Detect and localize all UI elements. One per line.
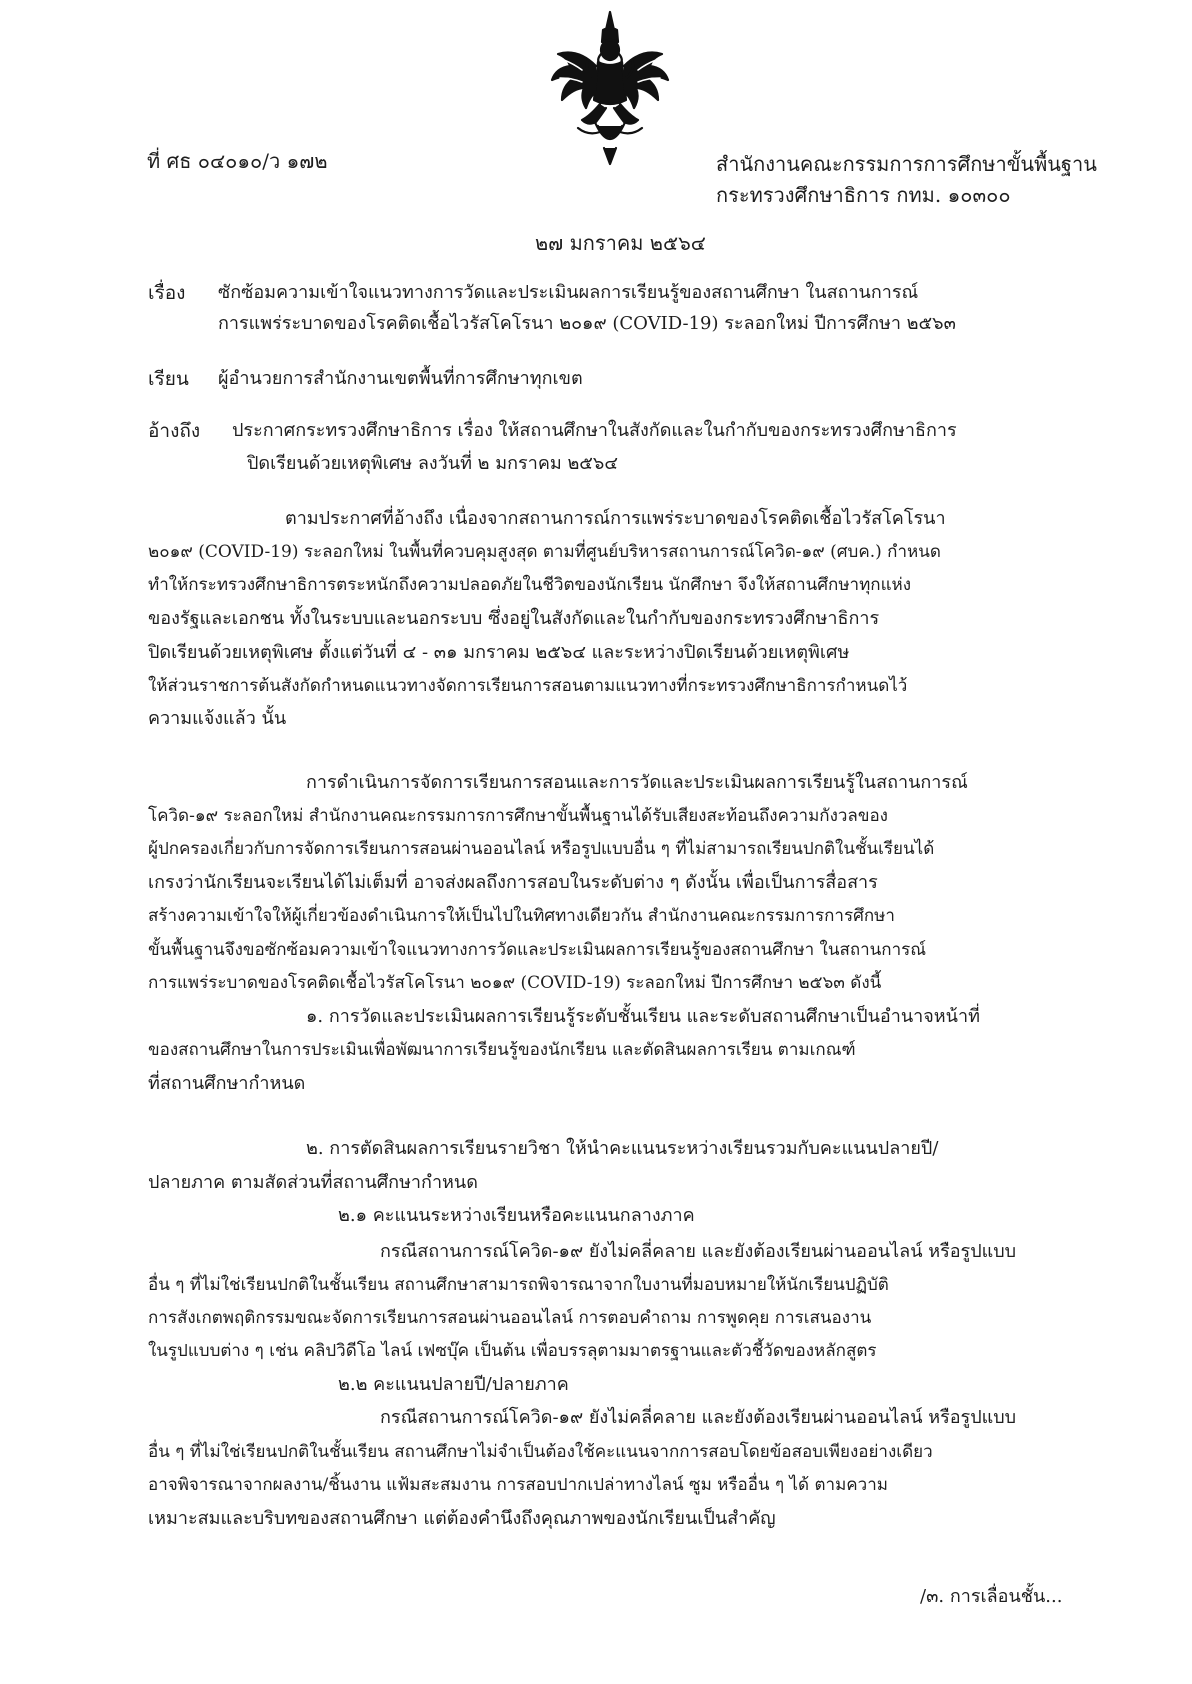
paragraph1-line: ทำให้กระทรวงศึกษาธิการตระหนักถึงความปลอดภัยในชีวิตของนักเรียน นักศึกษา จึงให้สถานศึกษาทุกแห่ง [148, 575, 912, 595]
reference-line-2: ปิดเรียนด้วยเหตุพิเศษ ลงวันที่ ๒ มกราคม ๒๕๖๔ [247, 453, 618, 474]
item2-2-line: เหมาะสมและบริบทของสถานศึกษา แต่ต้องคำนึงถึงคุณภาพของนักเรียนเป็นสำคัญ [148, 1508, 776, 1529]
paragraph2-line: ขั้นพื้นฐานจึงขอซักซ้อมความเข้าใจแนวทางการวัดและประเมินผลการเรียนรู้ของสถานศึกษา ในสถานการณ์ [148, 940, 927, 960]
continuation-note: /๓. การเลื่อนชั้น... [920, 1586, 1063, 1607]
item2-1-line: กรณีสถานการณ์โควิด-๑๙ ยังไม่คลี่คลาย และยังต้องเรียนผ่านออนไลน์ หรือรูปแบบ [380, 1241, 1017, 1262]
item2-1-line: การสังเกตพฤติกรรมขณะจัดการเรียนการสอนผ่านออนไลน์ การตอบคำถาม การพูดคุย การเสนองาน [148, 1308, 872, 1328]
item2-2-line: อื่น ๆ ที่ไม่ใช่เรียนปกติในชั้นเรียน สถานศึกษาไม่จำเป็นต้องใช้คะแนนจากการสอบโดยข้อสอบเพียงอย่างเดียว [148, 1442, 933, 1462]
item2-line: ปลายภาค ตามสัดส่วนที่สถานศึกษากำหนด [148, 1172, 478, 1193]
paragraph2-line: สร้างความเข้าใจให้ผู้เกี่ยวข้องดำเนินการให้เป็นไปในทิศทางเดียวกัน สำนักงานคณะกรรมการการศึกษา [148, 906, 895, 926]
item2-1-line: ในรูปแบบต่าง ๆ เช่น คลิปวิดีโอ ไลน์ เฟซบุ๊ค เป็นต้น เพื่อบรรลุตามมาตรฐานและตัวชี้วัดของหลักสูตร [148, 1341, 877, 1361]
item2-1-heading: ๒.๑ คะแนนระหว่างเรียนหรือคะแนนกลางภาค [338, 1205, 695, 1226]
paragraph1-line: ๒๐๑๙ (COVID-19) ระลอกใหม่ ในพื้นที่ควบคุมสูงสุด ตามที่ศูนย์บริหารสถานการณ์โควิด-๑๙ (ศบค.) กำหนด [148, 542, 941, 562]
paragraph1-line: ปิดเรียนด้วยเหตุพิเศษ ตั้งแต่วันที่ ๔ - ๓๑ มกราคม ๒๕๖๔ และระหว่างปิดเรียนด้วยเหตุพิเศษ [148, 642, 850, 663]
item1-line: ๑. การวัดและประเมินผลการเรียนรู้ระดับชั้นเรียน และระดับสถานศึกษาเป็นอำนาจหน้าที่ [306, 1006, 980, 1027]
org-name: สำนักงานคณะกรรมการการศึกษาขั้นพื้นฐาน [716, 152, 1097, 176]
doc-number: ที่ ศธ ๐๔๐๑๐/ว ๑๗๒ [147, 149, 328, 173]
paragraph2-line: การดำเนินการจัดการเรียนการสอนและการวัดและประเมินผลการเรียนรู้ในสถานการณ์ [306, 772, 968, 793]
paragraph2-line: ผู้ปกครองเกี่ยวกับการจัดการเรียนการสอนผ่านออนไลน์ หรือรูปแบบอื่น ๆ ที่ไม่สามารถเรียนปกติในชั้นเรียนได้ [148, 839, 935, 859]
item2-2-line: กรณีสถานการณ์โควิด-๑๙ ยังไม่คลี่คลาย และยังต้องเรียนผ่านออนไลน์ หรือรูปแบบ [380, 1407, 1017, 1428]
paragraph2-line: การแพร่ระบาดของโรคติดเชื้อไวรัสโคโรนา ๒๐๑๙ (COVID-19) ระลอกใหม่ ปีการศึกษา ๒๕๖๓ ดังนี้ [148, 973, 882, 993]
subject-line-2: การแพร่ระบาดของโรคติดเชื้อไวรัสโคโรนา ๒๐๑๙ (COVID-19) ระลอกใหม่ ปีการศึกษา ๒๕๖๓ [218, 313, 956, 334]
recipient-text: ผู้อำนวยการสำนักงานเขตพื้นที่การศึกษาทุกเขต [218, 368, 583, 389]
item2-line: ๒. การตัดสินผลการเรียนรายวิชา ให้นำคะแนนระหว่างเรียนรวมกับคะแนนปลายปี/ [306, 1138, 939, 1159]
paragraph1-line: ให้ส่วนราชการต้นสังกัดกำหนดแนวทางจัดการเรียนการสอนตามแนวทางที่กระทรวงศึกษาธิการกำหนดไว้ [148, 676, 908, 696]
item1-line: ที่สถานศึกษากำหนด [148, 1073, 306, 1094]
org-address: กระทรวงศึกษาธิการ กทม. ๑๐๓๐๐ [716, 183, 1011, 207]
item1-line: ของสถานศึกษาในการประเมินเพื่อพัฒนาการเรียนรู้ของนักเรียน และตัดสินผลการเรียน ตามเกณฑ์ [148, 1040, 856, 1060]
recipient-label: เรียน [148, 368, 189, 390]
item2-2-line: อาจพิจารณาจากผลงาน/ชิ้นงาน แฟ้มสะสมงาน การสอบปากเปล่าทางไลน์ ซูม หรืออื่น ๆ ได้ ตามความ [148, 1475, 888, 1495]
document-date: ๒๗ มกราคม ๒๕๖๔ [535, 231, 706, 255]
subject-label: เรื่อง [148, 282, 186, 304]
reference-label: อ้างถึง [148, 420, 201, 442]
paragraph2-line: เกรงว่านักเรียนจะเรียนได้ไม่เต็มที่ อาจส่งผลถึงการสอบในระดับต่าง ๆ ดังนั้น เพื่อเป็นการสื่อสาร [148, 872, 878, 893]
item2-1-line: อื่น ๆ ที่ไม่ใช่เรียนปกติในชั้นเรียน สถานศึกษาสามารถพิจารณาจากใบงานที่มอบหมายให้นักเรียนปฏิบัติ [148, 1275, 889, 1295]
reference-line-1: ประกาศกระทรวงศึกษาธิการ เรื่อง ให้สถานศึกษาในสังกัดและในกำกับของกระทรวงศึกษาธิการ [232, 420, 957, 441]
paragraph1-line: ของรัฐและเอกชน ทั้งในระบบและนอกระบบ ซึ่งอยู่ในสังกัดและในกำกับของกระทรวงศึกษาธิการ [148, 608, 880, 629]
paragraph1-line: ความแจ้งแล้ว นั้น [148, 708, 287, 729]
paragraph1-line: ตามประกาศที่อ้างถึง เนื่องจากสถานการณ์การแพร่ระบาดของโรคติดเชื้อไวรัสโคโรนา [285, 508, 946, 529]
garuda-emblem-icon [548, 8, 672, 166]
subject-line-1: ซักซ้อมความเข้าใจแนวทางการวัดและประเมินผลการเรียนรู้ของสถานศึกษา ในสถานการณ์ [218, 282, 919, 303]
paragraph2-line: โควิด-๑๙ ระลอกใหม่ สำนักงานคณะกรรมการการศึกษาขั้นพื้นฐานได้รับเสียงสะท้อนถึงความกังวลของ [148, 806, 888, 826]
item2-2-heading: ๒.๒ คะแนนปลายปี/ปลายภาค [338, 1374, 569, 1395]
